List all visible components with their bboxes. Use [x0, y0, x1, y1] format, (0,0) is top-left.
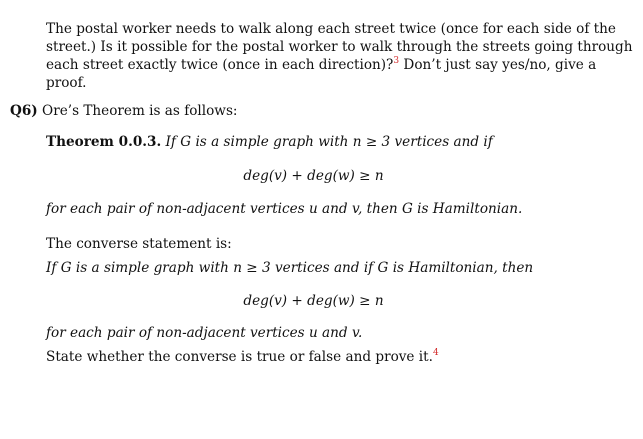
- q5-line-2-text: street.) Is it possible for the postal worker to walk through the streets going through: [46, 39, 633, 55]
- q5-line-4: [46, 75, 86, 91]
- footnote-ref-3[interactable]: 3: [393, 56, 400, 66]
- q6-intro: Ore’s Theorem is as follows:: [37, 103, 238, 119]
- q5-line-4-text: proof.: [46, 75, 87, 91]
- q5-line-1: [46, 21, 616, 37]
- q5-line-3b-text: Don’t just say yes/no, give a: [399, 57, 597, 73]
- theorem-tail: for each pair of non-adjacent vertices u and v, then G is Hamiltonian.: [46, 201, 523, 217]
- footnote-ref-4[interactable]: 4: [432, 348, 439, 358]
- instruction: [46, 349, 439, 365]
- theorem-formula: deg(v) + deg(w) ≥ n: [243, 168, 384, 184]
- theorem-label: Theorem 0.0.3.: [46, 134, 162, 150]
- converse-tail: for each pair of non-adjacent vertices u and v.: [46, 325, 363, 341]
- q5-line-2: [46, 39, 633, 55]
- theorem-text: If G is a simple graph with n ≥ 3 vertices and if: [161, 134, 493, 150]
- converse-text: If G is a simple graph with n ≥ 3 vertices and if G is Hamiltonian, then: [46, 260, 534, 276]
- instruction-text: State whether the converse is true or false and prove it.: [46, 349, 433, 365]
- q6-heading: [10, 103, 238, 119]
- converse-formula: deg(v) + deg(w) ≥ n: [243, 293, 384, 309]
- q5-line-3a-text: each street exactly twice (once in each direction)?: [46, 57, 394, 73]
- theorem-statement: [46, 134, 493, 150]
- q5-line-1-text: The postal worker needs to walk along each street twice (once for each side of the: [46, 21, 616, 37]
- q6-label: Q6): [10, 103, 38, 119]
- q5-line-3: [46, 56, 597, 73]
- converse-intro: The converse statement is:: [46, 236, 232, 252]
